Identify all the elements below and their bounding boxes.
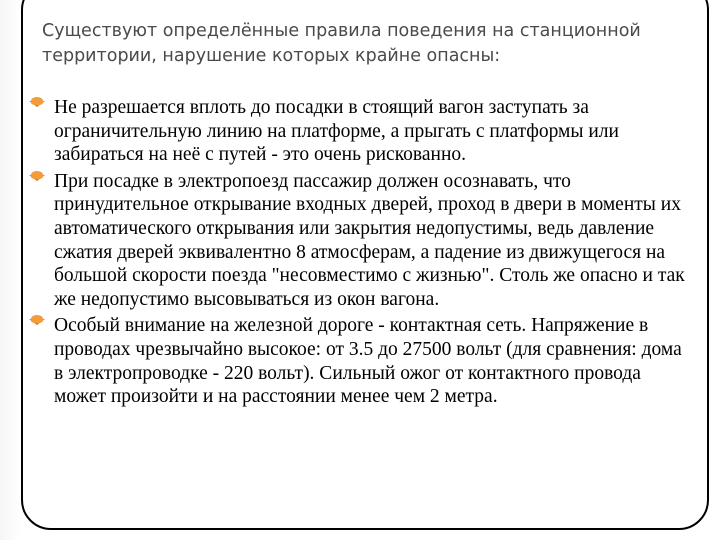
left-shade: [0, 0, 21, 540]
slide-title: Существуют определённые правила поведения на станционной территории, нарушение которых крайне опасны:: [42, 21, 641, 66]
bullet-text: Не разрешается вплоть до посадки в стоящий вагон заступать за ограничительную линию на платформе, а прыгать с платформы или забираться на неё с путей - это очень рискованно.: [54, 97, 619, 166]
bullet-text: Особый внимание на железной дороге - контактная сеть. Напряжение в проводах чрезвычайно высокое: от 3.5 до 27500 вольт (для сравнения: дома в электропроводке - 220 вольт). Сильный ожог от контактного провода может произойти и на расстоянии менее чем 2 метра.: [54, 315, 682, 408]
orange-bullet-icon: [29, 319, 45, 325]
orange-bullet-icon: [29, 175, 45, 181]
bullet-item: [26, 314, 686, 408]
bullet-list: [26, 96, 686, 412]
orange-bullet-icon: [29, 101, 45, 107]
bullet-item: [26, 170, 686, 312]
bullet-item: [26, 96, 686, 167]
bullet-text: При посадке в электропоезд пассажир должен осознавать, что принудительное открывание входных дверей, проход в двери в моменты их автоматического открывания или закрытия недопустимы, ведь давление сжатия дверей эквивалентно 8 атмосферам, а падение из движущегося на большой скорости поезда "несовместимо с жизнью". Столь же опасно и так же недопустимо высовываться из окон вагона.: [54, 170, 685, 310]
